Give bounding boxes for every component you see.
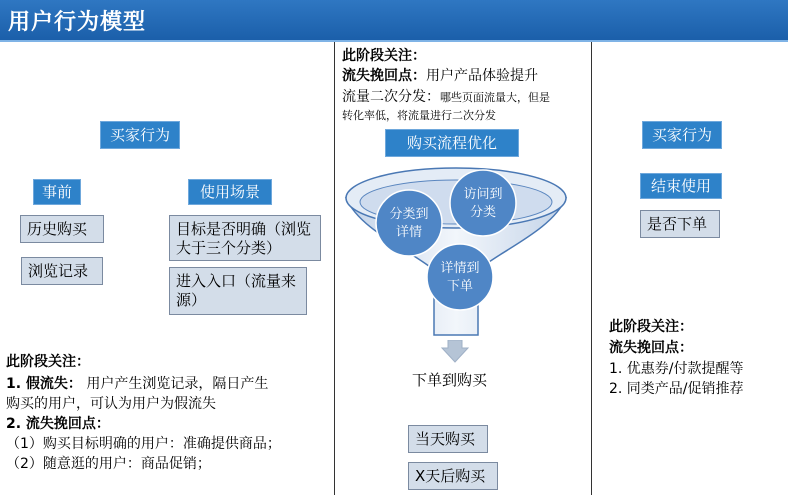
circle-b-text: 访问到 — [463, 187, 503, 202]
result-label: 下单到购买 — [412, 371, 488, 389]
left-section-label: 买家行为 — [100, 121, 180, 149]
middle-traffic: 流量二次分发：哪些页面流量大，但是 — [342, 89, 550, 105]
left-focus-title: 此阶段关注： — [6, 354, 90, 370]
order-box: 是否下单 — [640, 210, 720, 238]
circle-category-detail — [376, 190, 442, 256]
x-day-box: X天后购买 — [408, 462, 498, 490]
right-recover-title: 流失挽回点： — [609, 340, 693, 356]
funnel-diagram — [340, 160, 590, 360]
circle-a-text2: 详情 — [395, 225, 423, 240]
middle-recover: 流失挽回点：用户产品体验提升 — [342, 68, 538, 84]
browse-box: 浏览记录 — [21, 257, 103, 285]
down-arrow-icon — [440, 340, 470, 364]
left-item2-b: （2）随意逛的用户：商品促销； — [6, 456, 211, 472]
right-focus-title: 此阶段关注： — [609, 319, 693, 335]
optimize-label: 购买流程优化 — [385, 129, 519, 157]
column-divider-left — [334, 42, 335, 495]
circle-visit-category — [450, 170, 516, 236]
column-divider-right — [591, 42, 592, 495]
entry-box: 进入入口（流量来源） — [169, 267, 307, 315]
circle-a-text: 分类到 — [389, 207, 429, 222]
middle-traffic-cont: 转化率低，将流量进行二次分发 — [342, 109, 496, 122]
page-title: 用户行为模型 — [8, 10, 147, 35]
scene-label: 使用场景 — [188, 179, 272, 205]
left-item1: 1. 假流失： 用户产生浏览记录，隔日产生 — [6, 376, 269, 392]
left-item2-title: 2. 流失挽回点： — [6, 416, 110, 432]
right-item1: 1. 优惠券/付款提醒等 — [609, 361, 744, 377]
history-box: 历史购买 — [20, 215, 104, 243]
end-label: 结束使用 — [640, 173, 722, 199]
right-item2: 2. 同类产品/促销推荐 — [609, 381, 744, 397]
right-section-label: 买家行为 — [642, 121, 722, 149]
goal-box: 目标是否明确（浏览大于三个分类） — [169, 215, 321, 261]
circle-c-text: 详情到 — [440, 261, 480, 276]
left-item1-cont: 购买的用户，可认为用户为假流失 — [6, 396, 216, 412]
circle-detail-order — [427, 244, 493, 310]
header-bar — [0, 0, 788, 42]
before-label: 事前 — [33, 179, 81, 205]
left-item2-a: （1）购买目标明确的用户：准确提供商品； — [6, 436, 281, 452]
circle-c-text2: 下单 — [446, 279, 474, 294]
same-day-box: 当天购买 — [408, 425, 488, 453]
middle-focus-title: 此阶段关注： — [342, 48, 426, 64]
circle-b-text2: 分类 — [469, 205, 497, 220]
